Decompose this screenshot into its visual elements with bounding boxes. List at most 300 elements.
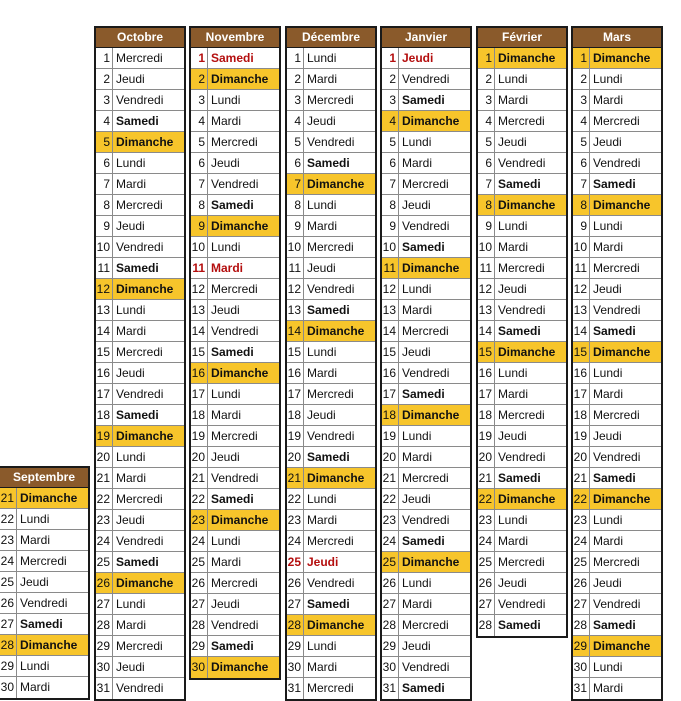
day-number: 10 — [191, 237, 208, 257]
day-name: Vendredi — [211, 618, 259, 632]
day-name: Vendredi — [211, 471, 259, 485]
day-number: 11 — [573, 258, 590, 278]
day-name: Jeudi — [211, 597, 240, 611]
day-number: 24 — [478, 531, 495, 551]
day-number: 29 — [0, 656, 17, 676]
day-row — [382, 258, 470, 279]
day-row — [573, 615, 661, 636]
day-number: 22 — [0, 509, 17, 529]
day-number: 22 — [96, 489, 113, 509]
month-decembre — [285, 26, 377, 701]
day-row — [573, 636, 661, 657]
day-row — [96, 405, 184, 426]
day-row — [191, 384, 279, 405]
day-name: Mardi — [498, 93, 529, 107]
day-row — [382, 69, 470, 90]
day-name: Mardi — [307, 72, 338, 86]
day-row — [191, 573, 279, 594]
day-number: 15 — [382, 342, 399, 362]
day-row — [382, 384, 470, 405]
day-name: Mercredi — [498, 555, 545, 569]
day-name: Mardi — [116, 177, 147, 191]
day-name: Lundi — [593, 366, 623, 380]
day-name: Vendredi — [307, 282, 355, 296]
month-header: Mars — [573, 28, 661, 48]
day-row — [573, 510, 661, 531]
day-row — [478, 300, 566, 321]
day-number: 7 — [382, 174, 399, 194]
day-row — [478, 594, 566, 615]
day-name: Vendredi — [498, 156, 546, 170]
day-number: 11 — [191, 258, 208, 278]
day-number: 2 — [287, 69, 304, 89]
day-name: Samedi — [498, 618, 541, 632]
day-row — [287, 426, 375, 447]
day-name: Vendredi — [20, 596, 68, 610]
day-row — [478, 195, 566, 216]
day-row — [382, 174, 470, 195]
day-row — [478, 489, 566, 510]
day-row — [191, 426, 279, 447]
day-row — [382, 615, 470, 636]
day-row — [382, 531, 470, 552]
day-number: 18 — [287, 405, 304, 425]
day-row — [287, 90, 375, 111]
day-name: Jeudi — [498, 576, 527, 590]
month-header: Février — [478, 28, 566, 48]
day-number: 17 — [191, 384, 208, 404]
day-name: Mercredi — [211, 576, 258, 590]
day-row — [478, 216, 566, 237]
day-name: Mardi — [402, 597, 433, 611]
day-row — [0, 509, 88, 530]
day-row — [191, 216, 279, 237]
day-name: Dimanche — [116, 282, 174, 296]
day-name: Jeudi — [211, 156, 240, 170]
day-row — [191, 90, 279, 111]
day-name: Samedi — [593, 324, 636, 338]
day-name: Vendredi — [593, 303, 641, 317]
day-number: 29 — [573, 636, 590, 656]
day-row — [382, 636, 470, 657]
day-row — [191, 174, 279, 195]
day-row — [382, 237, 470, 258]
day-row — [382, 573, 470, 594]
day-row — [96, 615, 184, 636]
day-row — [191, 657, 279, 678]
day-row — [478, 258, 566, 279]
day-row — [191, 153, 279, 174]
day-row — [382, 195, 470, 216]
day-number: 2 — [191, 69, 208, 89]
day-number: 22 — [191, 489, 208, 509]
day-row — [573, 321, 661, 342]
day-name: Dimanche — [593, 198, 651, 212]
day-row — [96, 636, 184, 657]
day-number: 16 — [573, 363, 590, 383]
day-number: 19 — [96, 426, 113, 446]
day-number: 27 — [191, 594, 208, 614]
day-name: Mardi — [498, 387, 529, 401]
day-row — [96, 216, 184, 237]
day-row — [96, 48, 184, 69]
day-row — [382, 321, 470, 342]
day-number: 20 — [287, 447, 304, 467]
day-name: Mercredi — [307, 387, 354, 401]
day-number: 5 — [96, 132, 113, 152]
day-number: 5 — [573, 132, 590, 152]
day-name: Lundi — [498, 219, 528, 233]
day-number: 3 — [573, 90, 590, 110]
day-name: Samedi — [402, 93, 445, 107]
day-name: Mardi — [307, 366, 338, 380]
day-name: Dimanche — [498, 492, 556, 506]
day-number: 11 — [382, 258, 399, 278]
month-novembre — [189, 26, 281, 680]
day-row — [191, 279, 279, 300]
day-name: Samedi — [498, 471, 541, 485]
day-number: 30 — [96, 657, 113, 677]
day-row — [287, 615, 375, 636]
day-name: Lundi — [498, 72, 528, 86]
day-number: 14 — [478, 321, 495, 341]
day-name: Vendredi — [498, 597, 546, 611]
day-number: 21 — [287, 468, 304, 488]
day-number: 16 — [382, 363, 399, 383]
day-number: 5 — [478, 132, 495, 152]
day-number: 24 — [191, 531, 208, 551]
day-name: Samedi — [307, 303, 350, 317]
day-number: 1 — [96, 48, 113, 68]
day-name: Samedi — [498, 324, 541, 338]
day-number: 24 — [287, 531, 304, 551]
day-row — [287, 342, 375, 363]
day-row — [191, 48, 279, 69]
day-row — [382, 552, 470, 573]
day-row — [96, 657, 184, 678]
day-name: Vendredi — [402, 219, 450, 233]
day-number: 24 — [0, 551, 17, 571]
day-row — [573, 279, 661, 300]
day-name: Dimanche — [211, 72, 269, 86]
day-number: 20 — [573, 447, 590, 467]
day-name: Lundi — [20, 659, 50, 673]
day-row — [287, 195, 375, 216]
day-number: 21 — [478, 468, 495, 488]
day-row — [191, 195, 279, 216]
day-number: 7 — [96, 174, 113, 194]
day-number: 2 — [478, 69, 495, 89]
day-number: 22 — [382, 489, 399, 509]
day-number: 12 — [573, 279, 590, 299]
day-number: 23 — [0, 530, 17, 550]
day-name: Mardi — [307, 660, 338, 674]
day-number: 16 — [191, 363, 208, 383]
day-name: Lundi — [593, 219, 623, 233]
day-row — [573, 300, 661, 321]
day-name: Lundi — [307, 639, 337, 653]
day-name: Jeudi — [402, 51, 434, 65]
day-name: Jeudi — [593, 576, 622, 590]
day-number: 7 — [191, 174, 208, 194]
day-row — [573, 195, 661, 216]
day-name: Lundi — [116, 303, 146, 317]
day-name: Mardi — [593, 240, 624, 254]
day-row — [191, 321, 279, 342]
day-row — [287, 132, 375, 153]
day-row — [573, 594, 661, 615]
day-number: 1 — [478, 48, 495, 68]
day-number: 12 — [96, 279, 113, 299]
day-row — [287, 384, 375, 405]
day-number: 27 — [382, 594, 399, 614]
day-number: 25 — [191, 552, 208, 572]
day-number: 10 — [96, 237, 113, 257]
day-row — [0, 530, 88, 551]
day-row — [573, 48, 661, 69]
day-row — [573, 468, 661, 489]
day-row — [96, 342, 184, 363]
day-name: Mercredi — [211, 429, 258, 443]
day-row — [478, 573, 566, 594]
day-number: 25 — [478, 552, 495, 572]
day-name: Mardi — [307, 513, 338, 527]
day-name: Lundi — [20, 512, 50, 526]
day-row — [96, 384, 184, 405]
day-number: 16 — [287, 363, 304, 383]
day-number: 12 — [478, 279, 495, 299]
day-name: Samedi — [211, 198, 254, 212]
day-name: Jeudi — [593, 135, 622, 149]
day-number: 27 — [96, 594, 113, 614]
day-name: Mercredi — [211, 135, 258, 149]
day-name: Samedi — [402, 681, 445, 695]
day-number: 21 — [96, 468, 113, 488]
day-number: 14 — [191, 321, 208, 341]
day-row — [96, 489, 184, 510]
day-name: Dimanche — [402, 555, 460, 569]
day-row — [382, 153, 470, 174]
day-name: Dimanche — [593, 51, 651, 65]
day-name: Mardi — [211, 555, 242, 569]
day-name: Samedi — [211, 345, 254, 359]
day-name: Lundi — [307, 198, 337, 212]
day-number: 4 — [191, 111, 208, 131]
day-name: Vendredi — [307, 576, 355, 590]
month-header: Janvier — [382, 28, 470, 48]
day-number: 17 — [478, 384, 495, 404]
day-number: 27 — [287, 594, 304, 614]
day-name: Samedi — [307, 597, 350, 611]
day-row — [382, 279, 470, 300]
day-name: Dimanche — [402, 408, 460, 422]
day-number: 2 — [573, 69, 590, 89]
day-name: Vendredi — [402, 72, 450, 86]
day-number: 4 — [478, 111, 495, 131]
day-number: 6 — [96, 153, 113, 173]
day-name: Vendredi — [211, 177, 259, 191]
day-number: 26 — [191, 573, 208, 593]
day-number: 25 — [0, 572, 17, 592]
day-number: 5 — [382, 132, 399, 152]
day-name: Lundi — [402, 135, 432, 149]
day-row — [573, 657, 661, 678]
day-row — [382, 657, 470, 678]
day-name: Mercredi — [402, 324, 449, 338]
day-number: 23 — [478, 510, 495, 530]
day-row — [573, 384, 661, 405]
day-name: Jeudi — [116, 660, 145, 674]
day-name: Vendredi — [593, 156, 641, 170]
day-name: Dimanche — [402, 261, 460, 275]
day-name: Mardi — [402, 450, 433, 464]
day-row — [96, 237, 184, 258]
day-row — [96, 573, 184, 594]
day-number: 13 — [96, 300, 113, 320]
day-name: Dimanche — [498, 51, 556, 65]
day-number: 21 — [0, 488, 17, 508]
day-name: Mardi — [498, 534, 529, 548]
day-row — [0, 635, 88, 656]
day-row — [96, 132, 184, 153]
day-number: 23 — [96, 510, 113, 530]
day-row — [287, 636, 375, 657]
day-name: Mercredi — [116, 639, 163, 653]
day-name: Jeudi — [211, 450, 240, 464]
day-number: 31 — [287, 678, 304, 699]
day-name: Mercredi — [307, 681, 354, 695]
day-number: 18 — [382, 405, 399, 425]
day-name: Vendredi — [402, 660, 450, 674]
day-row — [287, 300, 375, 321]
day-number: 23 — [287, 510, 304, 530]
day-name: Mardi — [116, 324, 147, 338]
day-row — [0, 593, 88, 614]
day-name: Jeudi — [307, 408, 336, 422]
day-name: Dimanche — [498, 198, 556, 212]
day-row — [478, 132, 566, 153]
day-name: Lundi — [498, 513, 528, 527]
day-row — [191, 69, 279, 90]
day-name: Samedi — [402, 240, 445, 254]
day-name: Jeudi — [402, 198, 431, 212]
day-number: 20 — [382, 447, 399, 467]
day-row — [478, 426, 566, 447]
day-row — [478, 363, 566, 384]
day-row — [96, 321, 184, 342]
day-name: Samedi — [402, 387, 445, 401]
day-row — [478, 48, 566, 69]
day-name: Mercredi — [116, 345, 163, 359]
day-number: 19 — [382, 426, 399, 446]
day-number: 15 — [573, 342, 590, 362]
day-name: Vendredi — [593, 450, 641, 464]
day-number: 28 — [478, 615, 495, 636]
day-number: 15 — [191, 342, 208, 362]
day-name: Lundi — [116, 597, 146, 611]
day-name: Lundi — [211, 534, 241, 548]
day-row — [287, 447, 375, 468]
day-number: 21 — [382, 468, 399, 488]
day-name: Jeudi — [116, 366, 145, 380]
day-row — [191, 510, 279, 531]
day-name: Mercredi — [307, 534, 354, 548]
day-row — [478, 69, 566, 90]
day-name: Mardi — [402, 156, 433, 170]
day-name: Mercredi — [307, 93, 354, 107]
day-name: Dimanche — [307, 471, 365, 485]
day-name: Lundi — [116, 156, 146, 170]
day-name: Dimanche — [307, 618, 365, 632]
day-number: 21 — [191, 468, 208, 488]
month-header: Décembre — [287, 28, 375, 48]
day-row — [287, 552, 375, 573]
day-number: 25 — [96, 552, 113, 572]
day-name: Lundi — [593, 72, 623, 86]
day-number: 31 — [96, 678, 113, 699]
day-row — [0, 614, 88, 635]
day-name: Lundi — [593, 660, 623, 674]
day-name: Jeudi — [307, 114, 336, 128]
day-name: Dimanche — [307, 324, 365, 338]
day-row — [191, 342, 279, 363]
day-name: Jeudi — [307, 261, 336, 275]
day-number: 25 — [287, 552, 304, 572]
day-row — [191, 594, 279, 615]
day-row — [478, 111, 566, 132]
day-row — [96, 426, 184, 447]
day-number: 31 — [573, 678, 590, 699]
day-number: 30 — [191, 657, 208, 678]
day-row — [382, 489, 470, 510]
day-row — [191, 405, 279, 426]
day-name: Dimanche — [211, 513, 269, 527]
day-number: 9 — [478, 216, 495, 236]
day-number: 10 — [478, 237, 495, 257]
day-number: 15 — [96, 342, 113, 362]
day-number: 26 — [96, 573, 113, 593]
day-row — [96, 300, 184, 321]
day-name: Jeudi — [498, 282, 527, 296]
day-name: Mercredi — [593, 555, 640, 569]
day-number: 9 — [96, 216, 113, 236]
day-number: 18 — [573, 405, 590, 425]
day-name: Samedi — [593, 618, 636, 632]
day-row — [191, 489, 279, 510]
day-row — [573, 552, 661, 573]
day-name: Vendredi — [116, 387, 164, 401]
day-row — [287, 489, 375, 510]
day-row — [0, 677, 88, 698]
day-number: 3 — [96, 90, 113, 110]
day-row — [0, 488, 88, 509]
day-name: Samedi — [307, 156, 350, 170]
day-row — [191, 468, 279, 489]
day-row — [191, 258, 279, 279]
day-number: 6 — [573, 153, 590, 173]
day-row — [96, 363, 184, 384]
day-name: Lundi — [116, 450, 146, 464]
day-name: Mercredi — [402, 177, 449, 191]
day-row — [573, 342, 661, 363]
day-number: 12 — [287, 279, 304, 299]
day-name: Jeudi — [211, 303, 240, 317]
day-name: Jeudi — [307, 555, 339, 569]
day-row — [96, 279, 184, 300]
day-number: 18 — [191, 405, 208, 425]
day-name: Samedi — [593, 177, 636, 191]
day-row — [573, 216, 661, 237]
